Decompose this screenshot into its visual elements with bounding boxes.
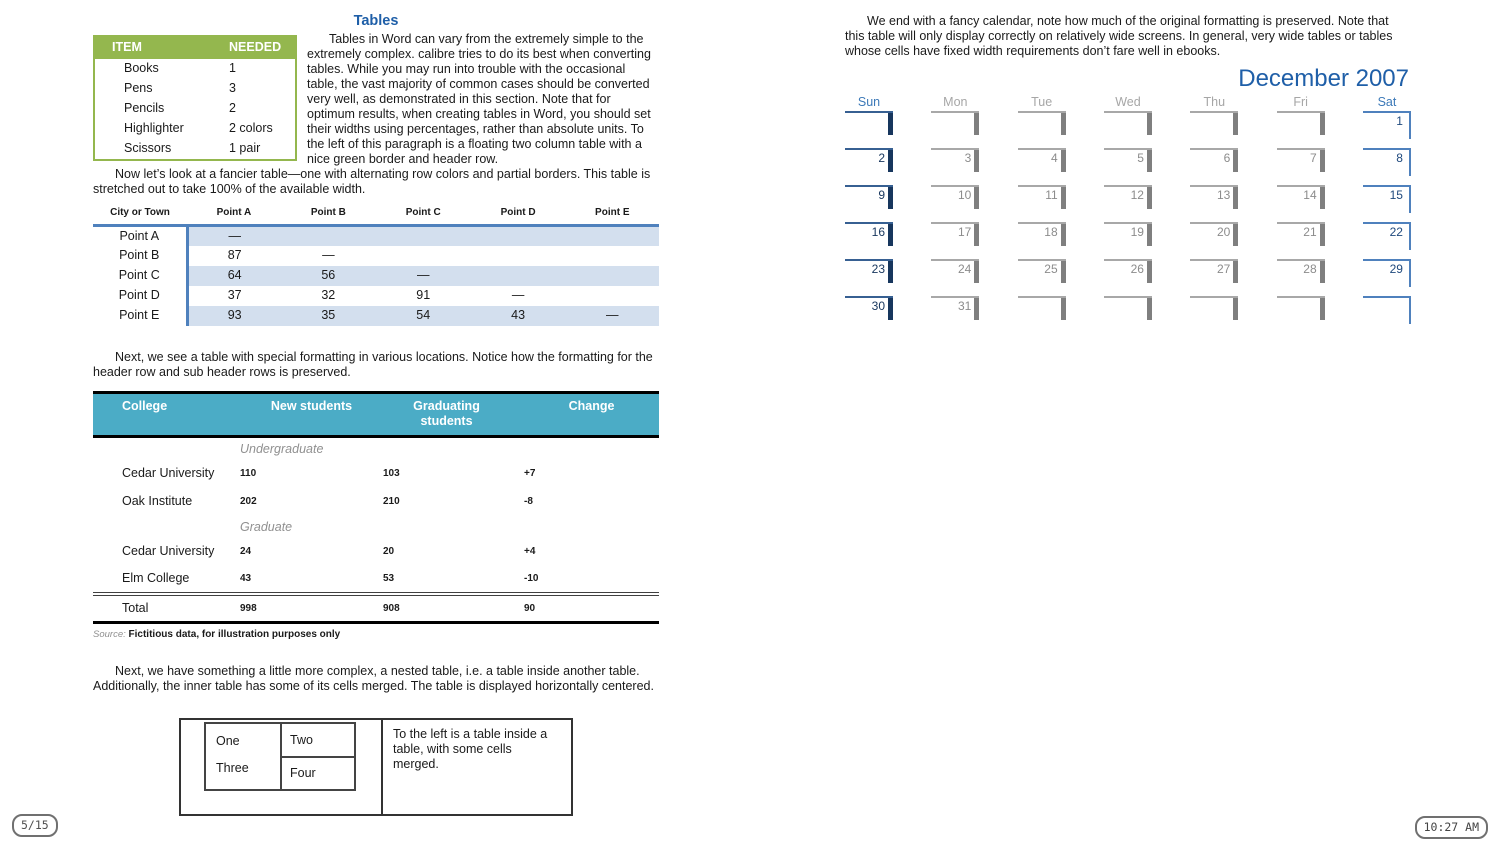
college-name-cell: Elm College xyxy=(122,571,190,585)
distance-cell: 56 xyxy=(281,266,376,286)
day-number: 21 xyxy=(1303,225,1317,239)
distance-cell xyxy=(471,266,566,286)
distance-cell: 64 xyxy=(187,266,281,286)
distance-cell: — xyxy=(511,288,525,302)
day-number: 15 xyxy=(1389,188,1403,202)
distance-cell: — xyxy=(322,248,335,262)
day-number: 27 xyxy=(1216,262,1231,276)
inner-cell-two: Two xyxy=(281,723,355,757)
city-table-row xyxy=(93,286,659,306)
calendar-day-cell xyxy=(1018,296,1066,324)
calendar-day-cell xyxy=(845,185,893,213)
item-needed-cell: 2 colors xyxy=(229,121,273,135)
city-rowhead-cell: Point C xyxy=(93,266,187,286)
day-header-mon: Mon xyxy=(943,95,968,109)
calendar-day-cell xyxy=(1104,148,1152,176)
day-number: 17 xyxy=(957,225,972,239)
calendar-day-cell xyxy=(1363,148,1411,176)
day-number: 10 xyxy=(957,188,972,202)
calendar-day-cell xyxy=(1104,185,1152,213)
distance-cell xyxy=(566,266,659,286)
calendar-day-cell xyxy=(1104,222,1152,250)
item-needed-cell: 1 pair xyxy=(229,141,261,155)
calendar-day-cell xyxy=(1190,222,1238,250)
day-number: 31 xyxy=(957,299,972,313)
group-spacer-cell xyxy=(93,436,240,460)
calendar-day-cell xyxy=(1104,111,1152,139)
total-label-cell: Total xyxy=(93,594,240,623)
calendar-day-cell xyxy=(845,296,893,324)
calendar-day-cell xyxy=(845,259,893,287)
item-table xyxy=(93,35,297,161)
change-cell: -10 xyxy=(524,573,539,584)
calendar-day-cell xyxy=(845,148,893,176)
calendar-day-cell xyxy=(1363,259,1411,287)
college-table-header: New students xyxy=(240,392,383,436)
group-label-cell: Graduate xyxy=(240,519,293,534)
calendar-day-cell xyxy=(1277,185,1325,213)
source-label: Source: xyxy=(93,629,126,640)
item-name-cell: Books xyxy=(124,61,159,75)
day-number xyxy=(1018,298,1066,299)
item-table-header-row xyxy=(94,36,296,59)
new-students-cell: 24 xyxy=(240,546,252,557)
day-number: 19 xyxy=(1130,225,1144,239)
calendar-day-cell xyxy=(1363,296,1411,324)
day-number: 30 xyxy=(871,299,885,313)
calendar-day-cell xyxy=(1363,222,1411,250)
table-source-note xyxy=(93,627,659,642)
day-number: 14 xyxy=(1303,188,1317,202)
inner-cell-one: One xyxy=(216,734,240,748)
section-heading: Tables xyxy=(353,13,399,29)
total-grad-cell: 908 xyxy=(383,594,524,623)
college-table-body xyxy=(93,436,659,623)
new-students-cell: 43 xyxy=(240,573,252,584)
calendar-day-cell xyxy=(931,222,979,250)
day-number: 7 xyxy=(1309,151,1317,165)
total-new-cell: 998 xyxy=(240,594,383,623)
day-header-thu: Thu xyxy=(1203,95,1226,109)
college-data-row xyxy=(93,538,659,566)
day-number: 18 xyxy=(1044,225,1058,239)
distance-cell: 87 xyxy=(227,248,242,262)
college-table-header: Change xyxy=(524,392,659,436)
day-header-fri: Fri xyxy=(1293,95,1308,109)
right-page xyxy=(845,14,1411,324)
distance-cell: 43 xyxy=(471,306,566,326)
college-group-row xyxy=(93,436,659,460)
distance-cell xyxy=(566,246,659,266)
college-name-cell: Cedar University xyxy=(122,466,215,480)
total-change-cell: 90 xyxy=(524,594,659,623)
inner-cell-four: Four xyxy=(281,757,355,790)
day-header-wed: Wed xyxy=(1115,95,1141,109)
day-number: 6 xyxy=(1223,151,1231,165)
distance-cell: 37 xyxy=(227,288,242,302)
city-table-header: Point A xyxy=(187,203,281,226)
change-cell: +4 xyxy=(524,546,536,557)
calendar-day-cell xyxy=(931,259,979,287)
calendar-day-cell xyxy=(1104,296,1152,324)
distance-cell: — xyxy=(376,266,471,286)
day-number xyxy=(1104,113,1152,114)
day-number xyxy=(1018,113,1066,114)
day-number: 3 xyxy=(964,151,972,165)
source-text: Fictitious data, for illustration purposes only xyxy=(128,629,341,640)
calendar-grid xyxy=(845,111,1411,324)
day-number: 23 xyxy=(871,262,885,276)
distance-cell xyxy=(566,286,659,306)
day-number xyxy=(1363,298,1411,299)
distance-cell: — xyxy=(187,226,281,246)
day-number xyxy=(1190,298,1238,299)
day-number: 12 xyxy=(1130,188,1144,202)
calendar-day-cell xyxy=(931,111,979,139)
day-number: 26 xyxy=(1130,262,1144,276)
day-number: 24 xyxy=(957,262,972,276)
page-position-badge[interactable]: 5/15 xyxy=(12,814,58,837)
item-table-header: ITEM xyxy=(94,36,229,59)
city-table-header: Point D xyxy=(471,203,566,226)
city-table-header: Point E xyxy=(566,203,659,226)
distance-cell xyxy=(471,246,566,266)
item-table-header: NEEDED xyxy=(229,36,296,59)
clock-badge: 10:27 AM xyxy=(1415,816,1488,839)
distance-cell xyxy=(471,226,566,246)
calendar-day-cell xyxy=(1018,111,1066,139)
distance-cell: — xyxy=(566,306,659,326)
paragraph-tables-intro: Tables in Word can vary from the extremely simple to the extremely complex. calibre tries to do its best when converting tables. While you may run into trouble with the occasional table, the vast majority of common cases should be converted very well, as demonstrated in this section. Note that for optimum results, when creating tables in Word, you should set their widths using percentages, rather than absolute units. To the left of this paragraph is a floating two column table with a nice green border and header row. xyxy=(307,32,651,166)
paragraph-calendar-intro: We end with a fancy calendar, note how much of the original formatting is preserved. Note that this table will only display correctly on relatively wide screens. In general, very wide tables or tables whose cells have fixed width requirements don’t fare well in ebooks. xyxy=(845,14,1393,58)
day-number: 1 xyxy=(1396,114,1403,128)
day-number: 4 xyxy=(1050,151,1058,165)
graduating-students-cell: 53 xyxy=(383,573,395,584)
paragraph-special-formatting: Next, we see a table with special formatting in various locations. Notice how the formatting for the header row and sub header rows is preserved. xyxy=(93,349,653,379)
distance-cell xyxy=(281,226,376,246)
item-needed-cell: 3 xyxy=(229,81,236,95)
city-table-row xyxy=(93,266,659,286)
city-rowhead-cell: Point B xyxy=(93,246,187,266)
city-table-row xyxy=(93,226,659,246)
nested-outer-table xyxy=(179,718,573,816)
paragraph-fancier-table: Now let’s look at a fancier table—one with alternating row colors and partial borders. This table is stretched out to take 100% of the available width. xyxy=(93,167,651,196)
city-table-row xyxy=(93,246,659,266)
day-number: 22 xyxy=(1389,225,1403,239)
item-table-row xyxy=(94,139,296,160)
calendar-title: December 2007 xyxy=(1238,65,1409,92)
paragraph-nested-table: Next, we have something a little more complex, a nested table, i.e. a table inside another table. Additionally, the inner table has some of its cells merged. The table is displayed horizontally centered. xyxy=(93,664,654,693)
day-number: 11 xyxy=(1045,188,1058,202)
group-label-cell: Undergraduate xyxy=(240,441,324,456)
distance-cell: 32 xyxy=(321,288,336,302)
group-spacer-cell xyxy=(93,516,240,538)
city-rowhead-cell: Point D xyxy=(93,286,187,306)
calendar-day-cell xyxy=(1190,148,1238,176)
calendar-day-headers xyxy=(845,95,1411,110)
day-number: 13 xyxy=(1216,188,1231,202)
nested-inner-table xyxy=(204,722,356,791)
city-table-header: Point B xyxy=(281,203,376,226)
item-table-row xyxy=(94,99,296,119)
college-data-row xyxy=(93,460,659,488)
item-name-cell: Pencils xyxy=(124,101,165,115)
distance-cell xyxy=(376,226,471,246)
change-cell: +7 xyxy=(524,468,536,479)
item-table-row xyxy=(94,59,296,79)
calendar-day-cell xyxy=(845,111,893,139)
nested-outer-left-cell xyxy=(180,719,382,815)
calendar-day-cell xyxy=(1190,185,1238,213)
item-needed-cell: 1 xyxy=(229,61,236,75)
item-table-body xyxy=(94,59,296,160)
calendar-day-cell xyxy=(931,148,979,176)
floating-table-flow xyxy=(93,32,659,167)
item-table-row xyxy=(94,79,296,99)
calendar-day-cell xyxy=(1277,222,1325,250)
calendar-day-cell xyxy=(1277,259,1325,287)
day-header-tue: Tue xyxy=(1031,95,1053,109)
change-cell: -8 xyxy=(524,496,533,507)
item-needed-cell: 2 xyxy=(229,101,236,115)
distance-cell xyxy=(376,246,471,266)
city-rowhead-cell: Point E xyxy=(93,306,187,326)
college-name-cell: Cedar University xyxy=(122,544,215,558)
calendar-day-cell xyxy=(1190,259,1238,287)
day-number xyxy=(1277,113,1325,114)
calendar-day-cell xyxy=(1104,259,1152,287)
day-number: 28 xyxy=(1303,262,1317,276)
new-students-cell: 110 xyxy=(240,468,257,479)
college-name-cell: Oak Institute xyxy=(122,494,193,508)
distance-cell xyxy=(566,226,659,246)
calendar-day-cell xyxy=(1277,296,1325,324)
day-number xyxy=(1277,298,1325,299)
day-number: 9 xyxy=(878,188,885,202)
city-table-body xyxy=(93,226,659,326)
college-data-row xyxy=(93,566,659,594)
city-table-header-row xyxy=(93,203,659,226)
day-header-sat: Sat xyxy=(1377,95,1397,109)
city-table-header: Point C xyxy=(376,203,471,226)
college-table-header: College xyxy=(93,392,240,436)
item-name-cell: Highlighter xyxy=(124,121,184,135)
left-page xyxy=(93,14,659,816)
distance-cell: 91 xyxy=(416,288,431,302)
day-header-sun: Sun xyxy=(857,95,881,109)
distance-cell: 93 xyxy=(187,306,281,326)
college-data-row xyxy=(93,488,659,516)
nested-outer-right-cell: To the left is a table inside a table, with some cells merged. xyxy=(382,719,572,815)
day-number: 29 xyxy=(1389,262,1403,276)
day-number: 20 xyxy=(1216,225,1231,239)
college-total-row xyxy=(93,594,659,623)
calendar-day-cell xyxy=(1190,111,1238,139)
city-table-row xyxy=(93,306,659,326)
graduating-students-cell: 20 xyxy=(383,546,395,557)
item-table-row xyxy=(94,119,296,139)
inner-cell-three: Three xyxy=(216,761,249,775)
calendar-day-cell xyxy=(1363,111,1411,139)
day-number xyxy=(845,113,893,114)
day-number xyxy=(1190,113,1238,114)
calendar-day-cell xyxy=(1190,296,1238,324)
day-number: 16 xyxy=(871,225,885,239)
city-table-header: City or Town xyxy=(93,203,187,226)
day-number: 25 xyxy=(1044,262,1058,276)
item-name-cell: Pens xyxy=(124,81,153,95)
calendar-day-cell xyxy=(845,222,893,250)
college-group-row xyxy=(93,516,659,538)
day-number: 2 xyxy=(878,151,885,165)
city-rowhead-cell: Point A xyxy=(93,226,187,246)
calendar-day-cell xyxy=(931,296,979,324)
new-students-cell: 202 xyxy=(240,496,257,507)
calendar-day-cell xyxy=(1363,185,1411,213)
college-table xyxy=(93,391,659,625)
college-table-header: Graduating students xyxy=(383,392,524,436)
graduating-students-cell: 210 xyxy=(383,496,400,507)
inner-merged-cell xyxy=(205,723,281,790)
city-distance-table xyxy=(93,203,659,326)
day-number: 8 xyxy=(1396,151,1403,165)
calendar-day-cell xyxy=(1018,185,1066,213)
calendar-day-cell xyxy=(931,185,979,213)
distance-cell: 54 xyxy=(376,306,471,326)
distance-cell: 35 xyxy=(281,306,376,326)
item-name-cell: Scissors xyxy=(124,141,172,155)
calendar-day-cell xyxy=(1277,111,1325,139)
calendar-day-cell xyxy=(1018,148,1066,176)
day-number: 5 xyxy=(1137,151,1144,165)
calendar-day-cell xyxy=(1018,259,1066,287)
day-number xyxy=(931,113,979,114)
calendar-day-cell xyxy=(1277,148,1325,176)
college-table-header-row xyxy=(93,392,659,436)
graduating-students-cell: 103 xyxy=(383,468,400,479)
calendar-day-cell xyxy=(1018,222,1066,250)
day-number xyxy=(1104,298,1152,299)
